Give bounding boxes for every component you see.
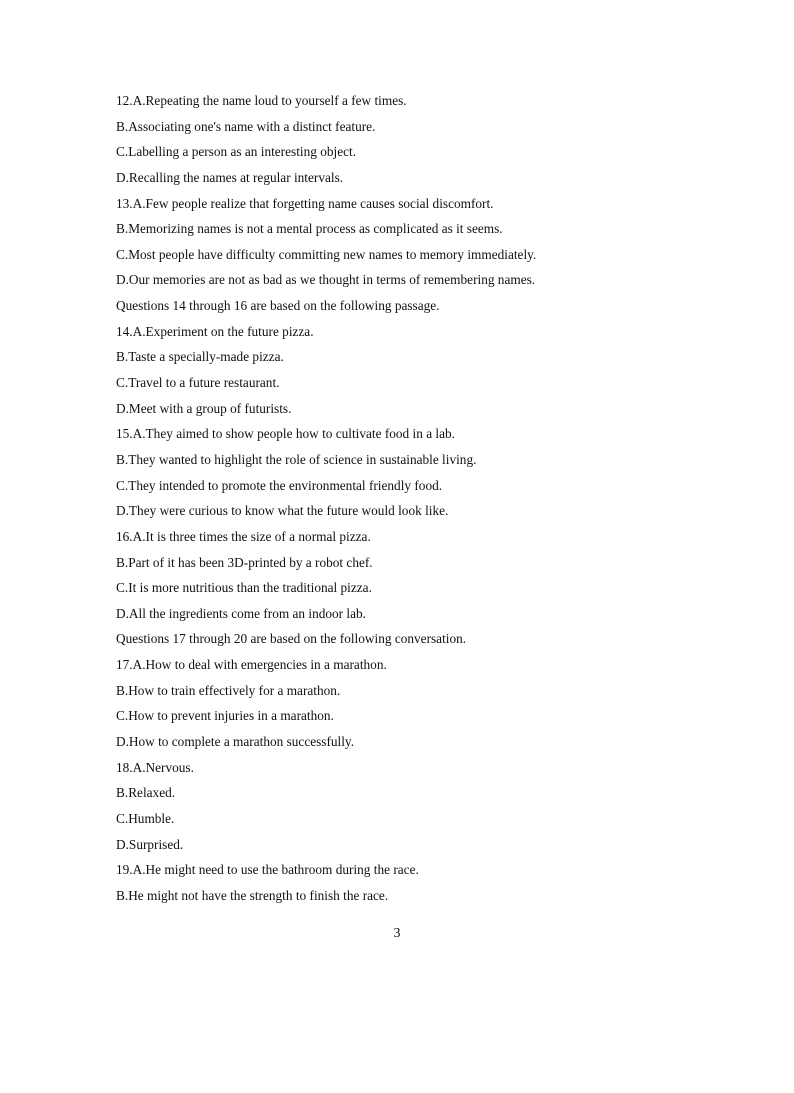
question-line: C.Travel to a future restaurant. (116, 375, 280, 391)
question-line: 18.A.Nervous. (116, 759, 194, 775)
question-line: D.Surprised. (116, 836, 184, 852)
question-line: C.Labelling a person as an interesting object. (116, 144, 357, 160)
question-line: 16.A.It is three times the size of a normal pizza. (116, 528, 371, 544)
question-line: D.All the ingredients come from an indoor lab. (116, 605, 366, 621)
question-line: D.They were curious to know what the future would look like. (116, 503, 449, 519)
question-line: B.How to train effectively for a marathon. (116, 682, 341, 698)
section-heading: Questions 14 through 16 are based on the following passage. (116, 298, 440, 314)
question-line: B.Taste a specially-made pizza. (116, 349, 284, 365)
question-line: D.Meet with a group of futurists. (116, 400, 292, 416)
question-line: B.Relaxed. (116, 785, 176, 801)
question-line: C.How to prevent injuries in a marathon. (116, 708, 334, 724)
page-number: 3 (393, 926, 401, 941)
question-line: 14.A.Experiment on the future pizza. (116, 323, 314, 339)
question-line: C.It is more nutritious than the traditional pizza. (116, 580, 372, 596)
question-line: 13.A.Few people realize that forgetting name causes social discomfort. (116, 195, 494, 211)
question-line: B.He might not have the strength to finish the race. (116, 887, 389, 903)
question-line: 12.A.Repeating the name loud to yourself a few times. (116, 93, 407, 108)
question-line: 17.A.How to deal with emergencies in a marathon. (116, 657, 387, 673)
section-heading: Questions 17 through 20 are based on the following conversation. (116, 631, 467, 647)
question-line: D.How to complete a marathon successfully. (116, 734, 355, 750)
question-line: B.Part of it has been 3D-printed by a robot chef. (116, 554, 373, 570)
question-line: 19.A.He might need to use the bathroom during the race. (116, 862, 419, 878)
question-list (116, 91, 736, 912)
question-line: D.Recalling the names at regular intervals. (116, 169, 344, 185)
question-line: C.Most people have difficulty committing new names to memory immediately. (116, 246, 537, 262)
question-line: D.Our memories are not as bad as we thought in terms of remembering names. (116, 272, 536, 288)
question-line: C.Humble. (116, 810, 175, 826)
question-line: B.They wanted to highlight the role of science in sustainable living. (116, 451, 477, 467)
question-line: B.Memorizing names is not a mental process as complicated as it seems. (116, 221, 503, 237)
question-line: 15.A.They aimed to show people how to cultivate food in a lab. (116, 426, 455, 442)
question-line: C.They intended to promote the environmental friendly food. (116, 477, 443, 493)
question-line: B.Associating one's name with a distinct feature. (116, 118, 376, 134)
